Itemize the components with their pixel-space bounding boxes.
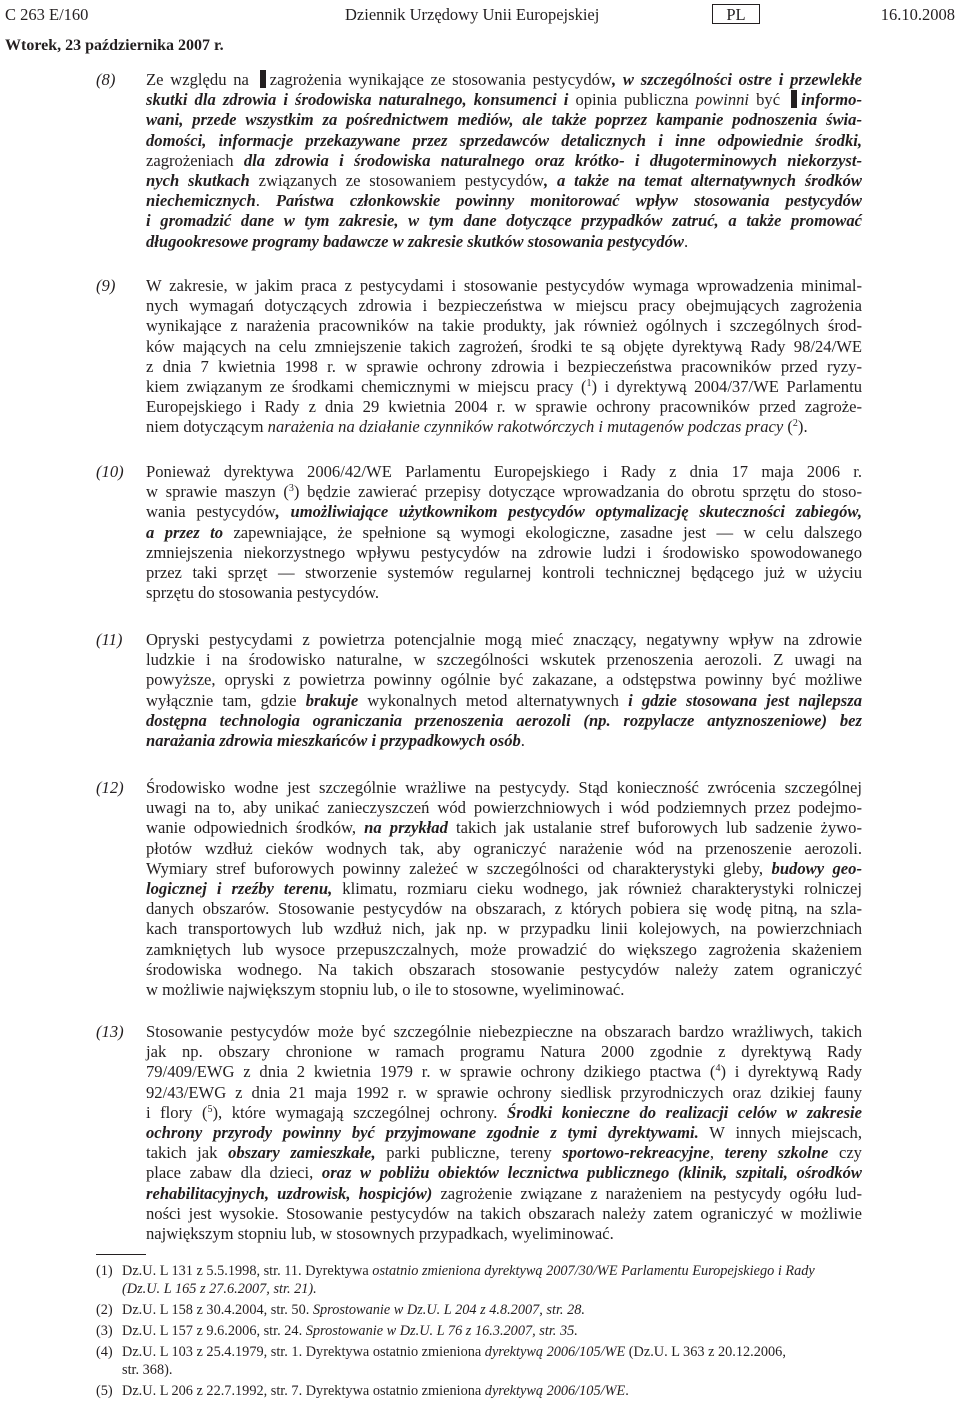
text-run: klimatu, rozmiaru cieku wodnego, jak również charakterystyki rolniczej (332, 879, 863, 899)
text-run: uwagi na to, aby unikać zanieczyszczeń wód powierzchniowych i wód podziemnych przez podejmo- (146, 798, 862, 818)
text-run: Ze względu na (146, 70, 256, 89)
text-run: ków mających na celu zmniejszenie takich zagrożeń, środki te są objęte dyrektywą Rady 98/24/WE (146, 336, 862, 356)
text-run: dyrektywą 2006/105/WE (484, 1344, 626, 1360)
text-line (146, 502, 862, 522)
footnote-number: (1) (96, 1263, 113, 1279)
text-run: ności jest wysokie. Stosowanie pestycydów na takich obszarach należy zatem ograniczyć w możliwie (146, 1203, 862, 1223)
text-run: Stosowanie pestycydów może być szczególnie niebezpieczne na obszarach bardzo wrażliwych, takich (146, 1022, 862, 1041)
text-line (146, 691, 862, 711)
text-line (146, 960, 862, 980)
text-line (146, 70, 862, 90)
text-line (146, 711, 862, 731)
text-run: przez taki sprzęt — stworzenie systemów regularnej kontroli technicznej będącego już w użyciu (146, 563, 862, 583)
text-run: ludzkie i na środowisko naturalne, w szczególności wskutek przenoszenia aerozoli. Z uwagi na (146, 650, 862, 670)
text-line (146, 211, 862, 231)
session-date: Wtorek, 23 października 2007 r. (5, 37, 224, 54)
text-run: w możliwie największym stopniu lub, o ile to stosowne, wyeliminować. (146, 980, 625, 1000)
footnote-separator (96, 1254, 146, 1255)
recital-text (146, 276, 862, 438)
text-line (146, 191, 862, 211)
amended-text: narażania zdrowia mieszkańców i przypadkowych osób (146, 731, 521, 751)
text-run: (Dz.U. L 165 z 27.6.2007, str. 21). (122, 1281, 317, 1297)
amended-text: logicznej i rzeźby terenu, (146, 879, 333, 899)
recital-number: (13) (96, 1022, 124, 1041)
text-run: ( (783, 417, 793, 437)
amended-text: i gromadzić dane w tym zakresie, w tym dane dotyczące przypadków zatruć, a także promować (146, 211, 862, 231)
text-run: Dz.U. L 103 z 25.4.1979, str. 1. Dyrektywa ostatnio zmieniona (122, 1344, 485, 1360)
text-run: z dnia 7 kwietnia 1998 r. w sprawie ochrony zdrowia i bezpieczeństwa pracowników przed ryzy- (146, 356, 862, 376)
text-line (146, 1204, 862, 1224)
text-run: kiem związanym ze środkami chemicznymi w miejscu pracy ( (146, 377, 587, 397)
journal-title: Dziennik Urzędowy Unii Europejskiej (345, 5, 600, 24)
amended-text: brakuje (305, 690, 359, 710)
amended-text: dostępna technologia ograniczania przenoszenia aerozoli (np. rozpylacze antyznoszeniowe) bez (146, 710, 862, 730)
text-run: być (749, 90, 788, 110)
text-run: Sprostowanie w Dz.U. L 204 z 4.8.2007, str. 28. (312, 1302, 585, 1318)
text-line (146, 731, 862, 751)
text-run: ). (797, 417, 808, 437)
text-run: dyrektywą 2006/105/WE (484, 1383, 626, 1399)
text-line (146, 980, 862, 1000)
text-run: takich jak ustalanie stref buforowych lub sadzenie żywo- (447, 818, 862, 838)
text-line (146, 296, 862, 316)
text-line (146, 90, 862, 110)
amendment-bar-icon (260, 70, 266, 88)
recital-text (146, 70, 862, 252)
text-run: nych wymagań dotyczących zdrowia i bezpieczeństwa w miejscu pracy obejmujących zagrożenia (146, 296, 862, 316)
amended-text: wani, przede wszystkim za pośrednictwem mediów, ale także poprzez kampanie podnoszenia świa- (146, 110, 862, 130)
text-run: związanych ze stosowaniem pestycydów (249, 171, 545, 191)
text-run: parki publiczne, tereny (375, 1143, 563, 1163)
amended-text: obszary zamieszkałe, (228, 1143, 376, 1163)
footnote-line (122, 1361, 862, 1379)
text-run: Sprostowanie w Dz.U. L 76 z 16.3.2007, str. 35. (305, 1323, 578, 1339)
text-line (146, 650, 862, 670)
footnote-line (122, 1280, 862, 1298)
text-line (146, 670, 862, 690)
text-line (122, 1302, 585, 1318)
text-run: wania pestycydów (146, 502, 276, 522)
text-run: ostatnio zmieniona dyrektywą 2007/30/WE Parlamentu Europejskiego i Rady (372, 1263, 815, 1279)
text-run: największym stopniu lub, w stosownych przypadkach, wyeliminować. (146, 1224, 614, 1244)
text-run: w sprawie maszyn ( (146, 482, 289, 502)
text-run: danych obszarów. Stosowanie pestycydów na obszarach, z których pobiera się wodę pitną, na szla- (146, 899, 862, 919)
text-line (122, 1263, 815, 1279)
recital-number: (9) (96, 276, 116, 295)
text-line (146, 630, 862, 650)
text-line (146, 276, 862, 296)
text-line (146, 563, 862, 583)
amended-text: na przykład (364, 818, 448, 838)
text-run: jak np. obszary chronione w ramach programu Natura 2000 zgodnie z dyrektywą Rady (146, 1042, 862, 1062)
footnote-line (122, 1322, 862, 1340)
text-line (146, 397, 862, 417)
text-run: czy (828, 1143, 862, 1163)
footnotes (96, 1262, 862, 1403)
text-run: Wymiary stref buforowych powinny zależeć w szczególności od charakterystyki gleby, (146, 858, 772, 878)
text-run: Europejskiego i Rady z dnia 29 kwietnia 2004 r. w sprawie ochrony pracowników przed zagroże- (146, 397, 862, 417)
text-line (122, 1362, 172, 1378)
recital-number: (12) (96, 778, 124, 797)
text-line (146, 357, 862, 377)
text-run: . (520, 731, 525, 751)
footnote-ref: 3 (288, 483, 294, 495)
text-line (122, 1383, 629, 1399)
text-run: Środowisko wodne jest szczególnie wrażliwe na pestycydy. Stąd konieczność zwrócenia szczególnej (146, 778, 862, 797)
text-line (146, 417, 862, 437)
footnote-number: (5) (96, 1383, 113, 1399)
amendment-bar-icon (791, 90, 797, 108)
recital-number: (10) (96, 462, 124, 481)
text-line (146, 1224, 862, 1244)
text-run: i flory ( (146, 1102, 208, 1122)
text-run: opinia publiczna (568, 90, 696, 110)
recital-text (146, 462, 862, 603)
text-run: niem dotyczącym (146, 417, 268, 437)
text-run: Opryski pestycydami z powietrza potencjalnie mogą mieć znaczący, negatywny wpływ na zdrowie (146, 630, 862, 649)
amended-text: i gdzie stosowana jest najlepsza (628, 690, 863, 710)
recital-text (146, 1022, 862, 1244)
amended-text: informo- (801, 90, 862, 110)
text-run: 92/43/EWG z dnia 21 maja 1992 r. w sprawie ochrony siedlisk przyrodniczych oraz dzikiej fauny (146, 1082, 862, 1102)
footnote-ref: 4 (715, 1063, 721, 1075)
text-run: wykonalnych metod alternatywnych (358, 690, 629, 710)
text-run: takich jak (146, 1143, 229, 1163)
text-line (146, 482, 862, 502)
footnote (96, 1343, 862, 1379)
text-run: środowiska wodnego. Na takich obszarach stosowanie pestycydów należy zatem ograniczyć (146, 959, 862, 979)
text-line (122, 1344, 786, 1360)
footnote (96, 1382, 862, 1400)
text-line (146, 798, 862, 818)
text-line (122, 1281, 317, 1297)
text-run: str. 368). (122, 1362, 173, 1378)
amended-text: domości, informacje przekazywane przez sprzedawców detalicznych i inne odpowiednie środki, (146, 130, 862, 150)
text-line (146, 919, 862, 939)
text-line (146, 523, 862, 543)
page-reference: C 263 E/160 (5, 5, 89, 24)
text-run: powyższe, opryski z powietrza powinny ogólnie być zakazane, a odstępstwa powinny być możliwe (146, 670, 862, 690)
amended-text: , w szczególności ostre i przewlekłe (611, 70, 862, 89)
amended-text: niechemicznych (146, 191, 256, 211)
amended-text: skutki dla zdrowia i środowiska naturalnego, (146, 90, 467, 110)
text-line (146, 1062, 862, 1082)
text-run: 79/409/EWG z dnia 2 kwietnia 1979 r. w sprawie ochrony dzikiego ptactwa ( (146, 1062, 716, 1082)
footnote-ref: 2 (792, 418, 798, 430)
text-run: płotów wzdłuż cieków wodnych tak, aby ograniczyć narażenie wód na przenoszenie aerozoli. (146, 838, 862, 858)
recital-text (146, 630, 862, 751)
text-line (146, 462, 862, 482)
text-run: , (709, 1143, 725, 1163)
amended-text: a przez to (146, 522, 224, 542)
footnote-line (122, 1343, 862, 1361)
text-line (146, 899, 862, 919)
text-run: W zakresie, w jakim praca z pestycydami i stosowanie pestycydów wymaga wprowadzenia minimal- (146, 276, 862, 295)
text-line (146, 131, 862, 151)
text-run: zmniejszenia niekorzystnego wpływu pestycydów na zdrowie ludzi i środowisko spowodowanego (146, 542, 862, 562)
amended-text: Państwa członkowskie powinny monitorować wpływ stosowania pestycydów (275, 191, 862, 211)
text-run: sprzętu do stosowania pestycydów. (146, 583, 380, 603)
text-run: zagrożenia wynikające ze stosowania pestycydów (269, 70, 612, 89)
text-line (146, 1184, 862, 1204)
recital-number: (8) (96, 70, 116, 89)
text-run: Dz.U. L 158 z 30.4.2004, str. 50. (122, 1302, 313, 1318)
amended-text: , a także na temat alternatywnych środków (544, 171, 862, 191)
text-line (146, 839, 862, 859)
text-run: . (683, 231, 689, 251)
text-run: ) będzie zawierać przepisy dotyczące wprowadzania do obrotu sprzętu do stoso- (293, 482, 863, 502)
text-run: ) i dyrektywą Rady (720, 1062, 862, 1082)
text-line (146, 232, 862, 252)
footnote-number: (3) (96, 1323, 113, 1339)
amended-text: rehabilitacyjnych, uzdrowisk, hospicjów) (146, 1183, 433, 1203)
text-line (146, 1022, 862, 1042)
text-line (146, 337, 862, 357)
footnote (96, 1262, 862, 1298)
text-line (146, 151, 862, 171)
footnote-line (122, 1301, 862, 1319)
text-run: Dz.U. L 206 z 22.7.1992, str. 7. Dyrektywa ostatnio zmieniona (122, 1383, 485, 1399)
amended-text: oraz w pobliżu obiektów lecznictwa publicznego (klinik, szpitali, ośrodków (321, 1163, 862, 1183)
text-run: Dz.U. L 131 z 5.5.1998, str. 11. Dyrektywa (122, 1263, 373, 1279)
footnote (96, 1301, 862, 1319)
text-run: narażenia na działanie czynników rakotwórczych i mutagenów podczas pracy (267, 417, 784, 437)
language-badge: PL (712, 4, 760, 24)
footnote (96, 1322, 862, 1340)
amended-text: długookresowe programy badawcze w zakresie skutków stosowania pestycydów (146, 231, 684, 251)
text-line (146, 110, 862, 130)
footnote-line (122, 1382, 862, 1400)
footnote-ref: 5 (207, 1103, 213, 1115)
text-run: kach transportowych lub wzdłuż nich, jak np. w przypadku linii kolejowych, na powierzchniach (146, 919, 862, 939)
recital-number: (11) (96, 630, 123, 649)
amended-text: konsumenci i (473, 90, 569, 110)
text-run: . (625, 1383, 629, 1399)
page-header (5, 4, 955, 26)
text-run: (Dz.U. L 363 z 20.12.2006, (625, 1344, 786, 1360)
text-run: powinni (695, 90, 750, 110)
text-run: Ponieważ dyrektywa 2006/42/WE Parlamentu Europejskiego i Rady z dnia 17 maja 2006 r. (146, 462, 862, 481)
text-run: zapewniające, że spełnione są wymogi ekologiczne, zasadne jest — w celu dalszego (223, 522, 862, 542)
text-run: wynikające z narażenia pracowników na takie produkty, jak również ogólnych i szczególnych środ- (146, 316, 862, 336)
text-line (146, 879, 862, 899)
amended-text: nych skutkach (146, 171, 250, 191)
text-line (146, 377, 862, 397)
text-run: Dz.U. L 157 z 9.6.2006, str. 24. (122, 1323, 306, 1339)
footnote-ref: 1 (586, 378, 592, 390)
amended-text: , umożliwiające użytkownikom pestycydów optymalizację skuteczności zabiegów, (275, 502, 862, 522)
text-line (146, 940, 862, 960)
text-line (146, 1123, 862, 1143)
text-run: . (255, 191, 276, 211)
text-line (146, 1083, 862, 1103)
text-line (146, 171, 862, 191)
amended-text: dla zdrowia i środowiska naturalnego oraz krótko- i długoterminowych niekorzyst- (243, 150, 862, 170)
footnote-line (122, 1262, 862, 1280)
footnote-number: (2) (96, 1302, 113, 1318)
text-line (146, 818, 862, 838)
text-run: wanie odpowiednich środków, (146, 818, 365, 838)
text-run: zamkniętych lub wysoce przepuszczalnych, może prowadzić do większego zagrożenia skażeniem (146, 939, 862, 959)
amended-text: sportowo-rekreacyjne (562, 1143, 710, 1163)
text-line (146, 1103, 862, 1123)
recital-text (146, 778, 862, 1000)
text-run: ), które wymagają szczególnej ochrony. (212, 1102, 507, 1122)
text-run: W innych miejscach, (698, 1123, 862, 1143)
text-run (467, 90, 474, 109)
text-line (146, 583, 862, 603)
amended-text: ochrony przyrody powinny być przyjmowane zgodnie z tymi dyrektywami. (146, 1123, 699, 1143)
text-run: zagrożeniach (146, 150, 244, 170)
text-line (146, 1042, 862, 1062)
text-line (146, 1143, 862, 1163)
text-run: wyłącznie tam, gdzie (146, 690, 306, 710)
footnote-number: (4) (96, 1344, 113, 1360)
text-line (146, 859, 862, 879)
text-line (122, 1323, 578, 1339)
amended-text: Środki konieczne do realizacji celów w zakresie (507, 1102, 862, 1122)
text-run: zagrożenie związane z narażeniem na pestycydy ogółu lud- (432, 1183, 862, 1203)
text-run: ) i dyrektywą 2004/37/WE Parlamentu (591, 377, 862, 397)
text-line (146, 778, 862, 798)
text-line (146, 543, 862, 563)
amended-text: budowy geo- (771, 858, 862, 878)
text-run: place zabaw dla dzieci, (146, 1163, 322, 1183)
text-line (146, 1163, 862, 1183)
publication-date: 16.10.2008 (880, 5, 955, 24)
amended-text: tereny szkolne (724, 1143, 829, 1163)
text-line (146, 316, 862, 336)
